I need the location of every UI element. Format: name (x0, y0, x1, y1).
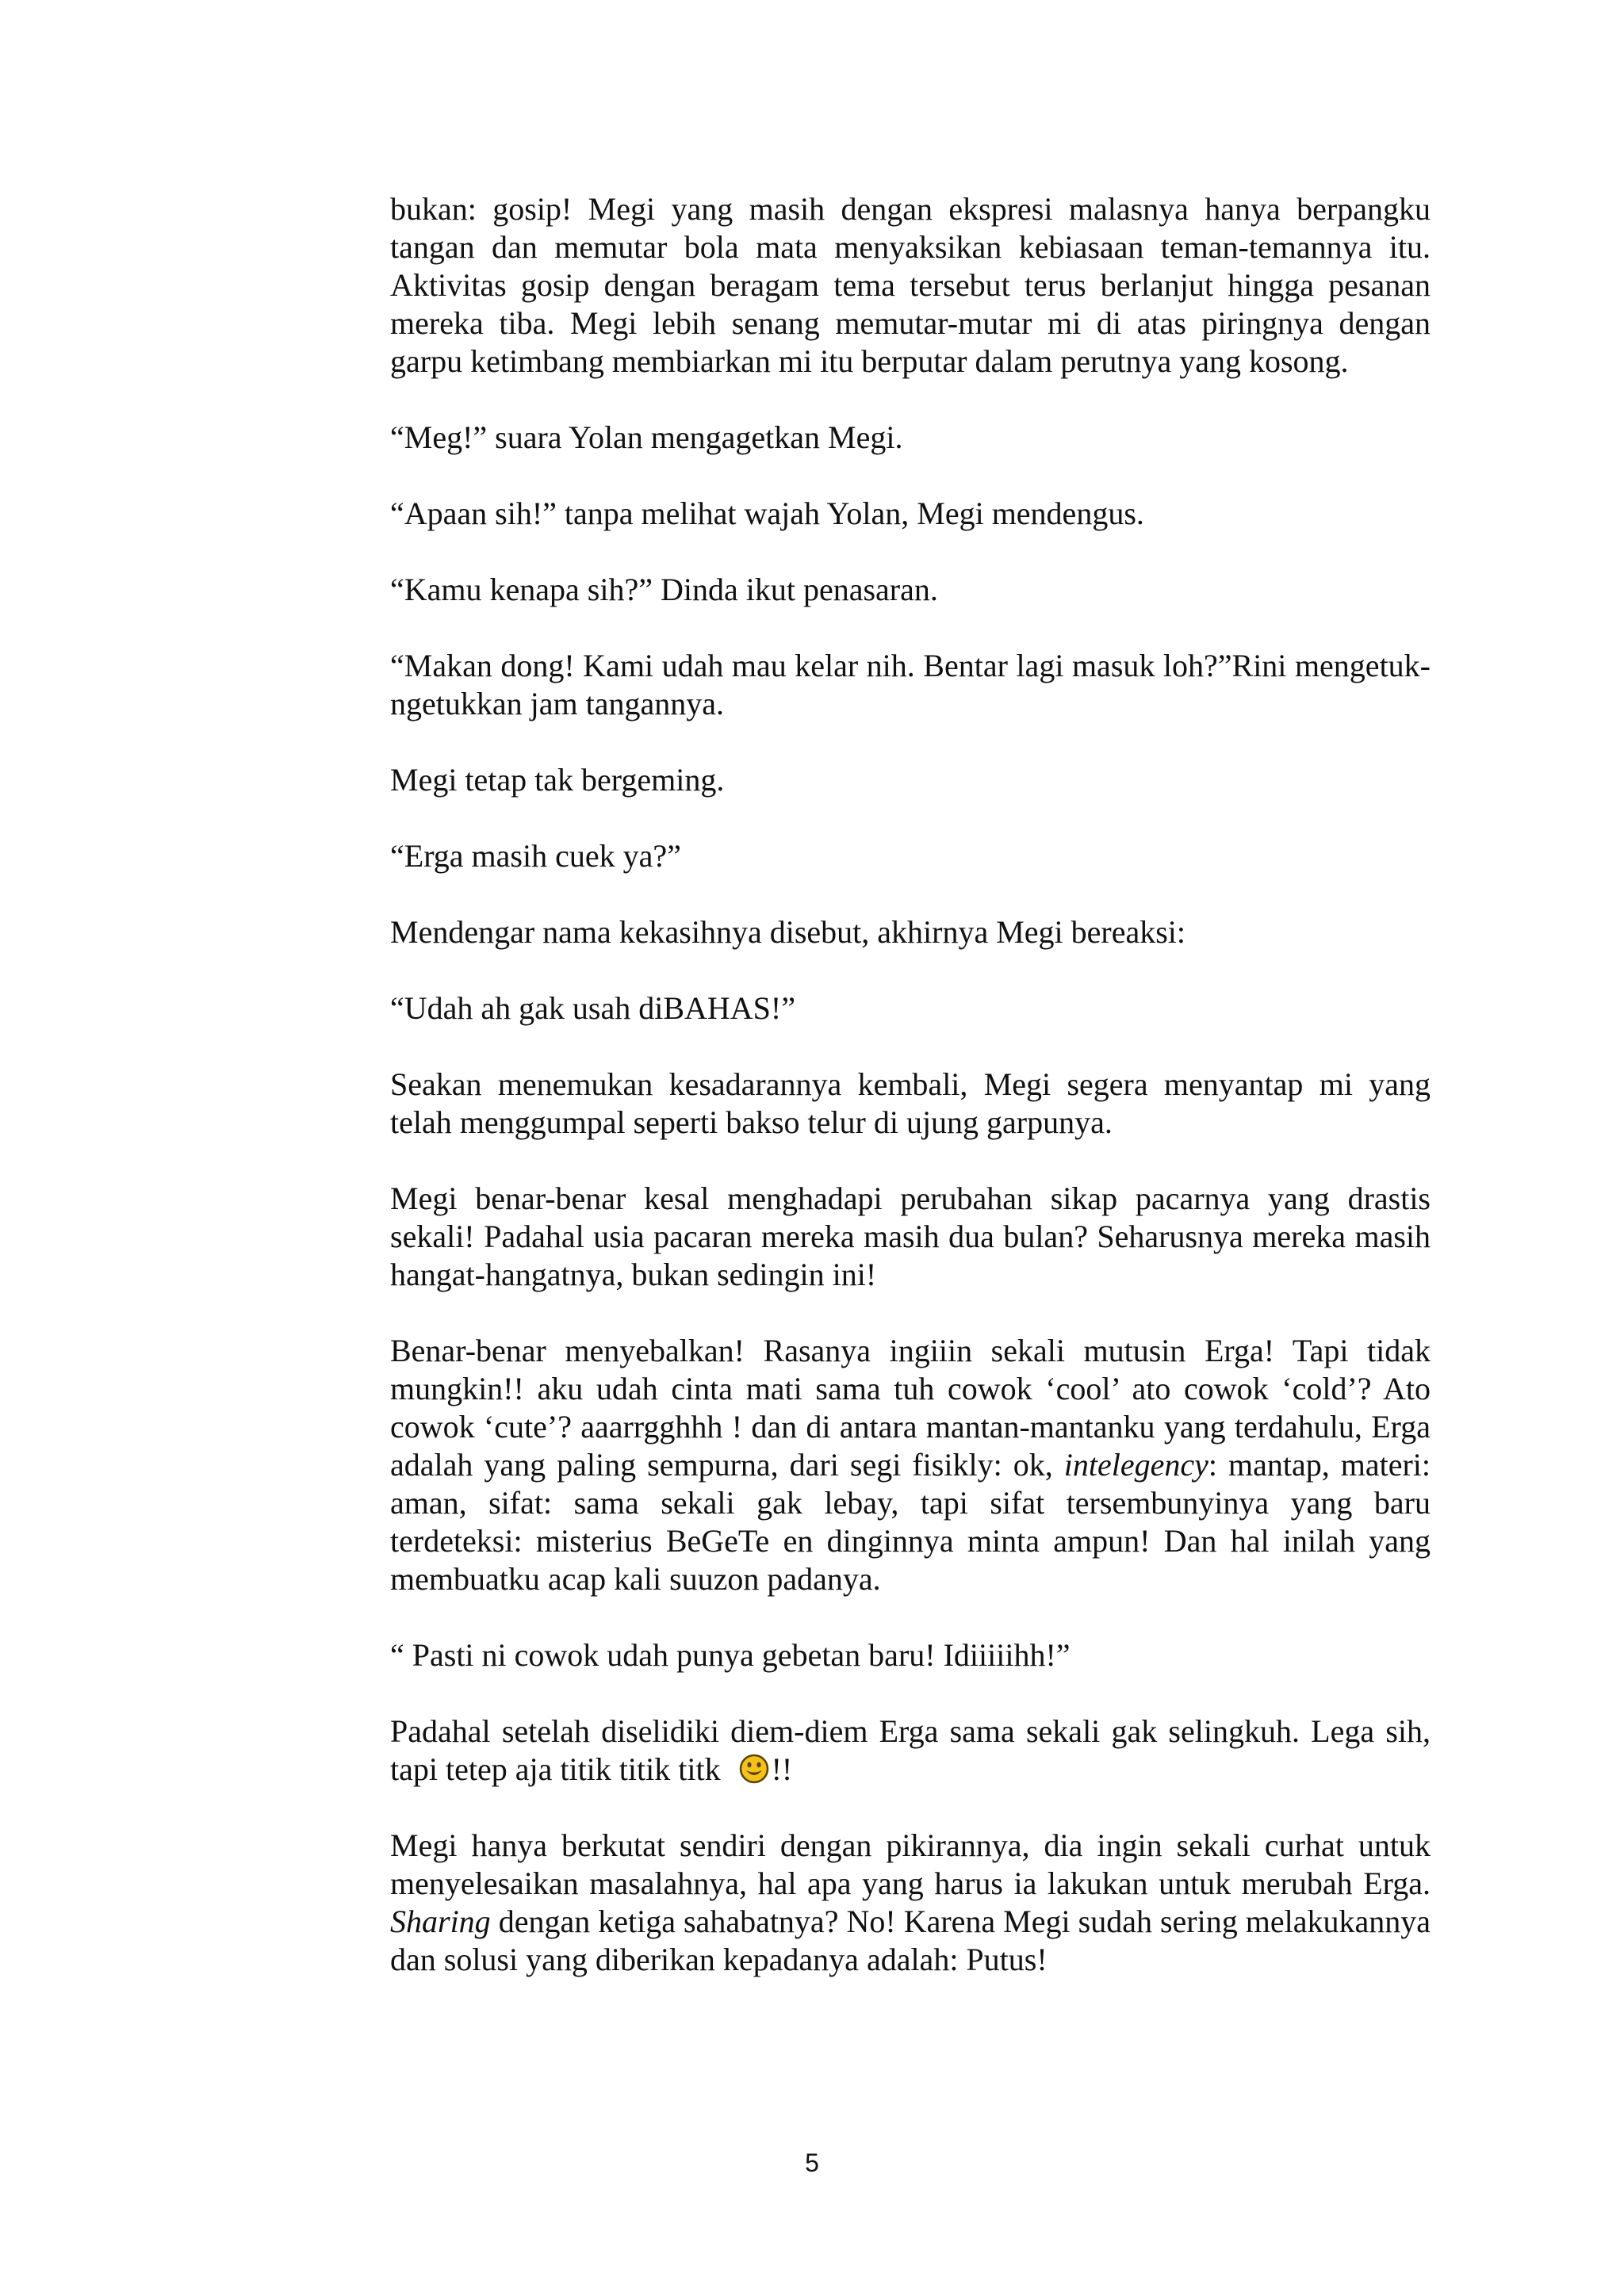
paragraph-14-text-b: !! (771, 1751, 793, 1787)
paragraph-13: “ Pasti ni cowok udah punya gebetan baru! Idiiiiihh!” (390, 1637, 1071, 1673)
paragraph-1: bukan: gosip! Megi yang masih dengan ekspresi malasnya hanya berpangku tangan dan memutar bola mata menyaksikan kebiasaan teman-temannya itu. Aktivitas gosip dengan beragam tema tersebut terus berlanjut hingga pesanan mereka tiba. Megi lebih senang memutar-mutar mi di atas piringnya dengan garpu ketimbang membiarkan mi itu berputar dalam perutnya yang kosong. (390, 191, 1431, 379)
document-body (390, 190, 1431, 2017)
paragraph-4: “Kamu kenapa sih?” Dinda ikut penasaran. (390, 572, 938, 607)
page-number: 5 (805, 2149, 819, 2177)
paragraph-15 (390, 1827, 1431, 1979)
paragraph-9: “Udah ah gak usah diBAHAS!” (390, 990, 795, 1026)
paragraph-5: “Makan dong! Kami udah mau kelar nih. Bentar lagi masuk loh?”Rini mengetuk-ngetukkan jam tangannya. (390, 648, 1431, 721)
paragraph-15-text-a: Megi hanya berkutat sendiri dengan pikirannya, dia ingin sekali curhat untuk menyelesaikan masalahnya, hal apa yang harus ia lakukan untuk merubah Erga. (390, 1827, 1431, 1901)
paragraph-12 (390, 1332, 1431, 1598)
paragraph-6: Megi tetap tak bergeming. (390, 762, 725, 798)
paragraph-2: “Meg!” suara Yolan mengagetkan Megi. (390, 419, 903, 455)
paragraph-15-italic: Sharing (390, 1904, 491, 1939)
smiley-face-icon (738, 1753, 770, 1785)
paragraph-11: Megi benar-benar kesal menghadapi perubahan sikap pacarnya yang drastis sekali! Padahal usia pacaran mereka masih dua bulan? Seharusnya mereka masih hangat-hangatnya, bukan sedingin ini! (390, 1181, 1431, 1292)
paragraph-15-text-b: dengan ketiga sahabatnya? No! Karena Megi sudah sering melakukannya dan solusi yang diberikan kepadanya adalah: Putus! (390, 1904, 1431, 1977)
paragraph-3: “Apaan sih!” tanpa melihat wajah Yolan, Megi mendengus. (390, 496, 1144, 531)
paragraph-12-text-a: Benar-benar menyebalkan! Rasanya ingiiin sekali mutusin Erga! Tapi tidak mungkin!! aku udah cinta mati sama tuh cowok ‘cool’ ato cowok ‘cold’? Ato cowok ‘cute’? aaarrgghhh ! dan di antara mantan-mantanku yang terdahulu, Erga adalah yang paling sempurna, dari segi fisikly: ok, (390, 1333, 1431, 1483)
paragraph-10: Seakan menemukan kesadarannya kembali, Megi segera menyantap mi yang telah menggumpal seperti bakso telur di ujung garpunya. (390, 1066, 1431, 1140)
paragraph-7: “Erga masih cuek ya?” (390, 838, 681, 874)
paragraph-14-text-a: Padahal setelah diselidiki diem-diem Erga sama sekali gak selingkuh. Lega sih, tapi tetep aja titik titik titk (390, 1713, 1431, 1787)
paragraph-12-text-b: : mantap, materi: aman, sifat: sama sekali gak lebay, tapi sifat tersembunyinya yang baru terdeteksi: misterius BeGeTe en dinginnya minta ampun! Dan hal inilah yang membuatku acap kali suuzon padanya. (390, 1447, 1431, 1597)
paragraph-14 (390, 1712, 1431, 1789)
paragraph-12-italic: intelegency (1063, 1447, 1208, 1483)
paragraph-8: Mendengar nama kekasihnya disebut, akhirnya Megi bereaksi: (390, 914, 1186, 950)
